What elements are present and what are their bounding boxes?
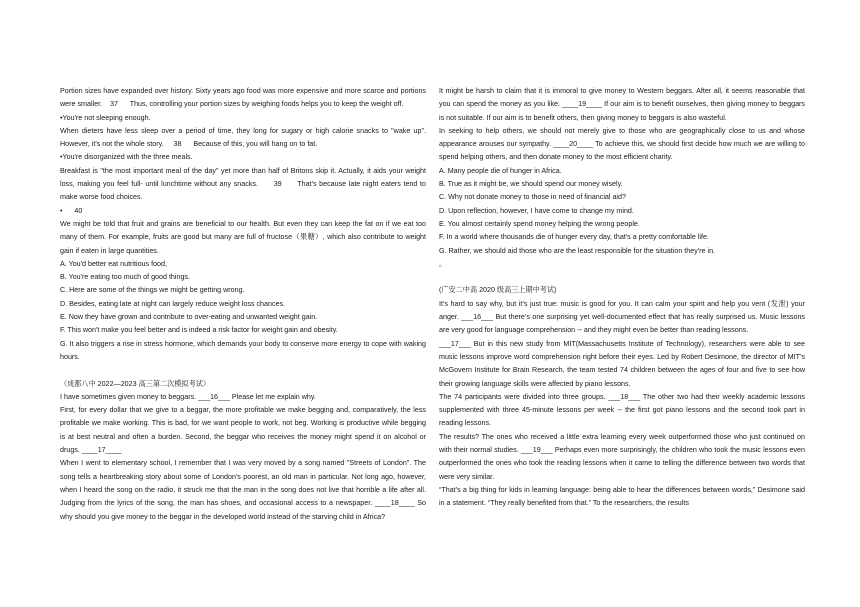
- option-b: B. You're eating too much of good things.: [60, 273, 190, 282]
- option-e: E. You almost certainly spend money helping the wrong people.: [439, 219, 640, 228]
- paragraph: When dieters have less sleep over a period of time, they long for sugary or high calorie snacks to "wake up". However, it's not the whole story. 38 Because of this, you will hang on to fat.: [60, 126, 428, 149]
- section-heading: •You're disorganized with the three meals.: [60, 153, 193, 162]
- option-c: C. Why not donate money to those in need of financial aid?: [439, 193, 626, 202]
- option-f: F. This won't make you feel better and is indeed a risk factor for weight gain and obesity.: [60, 326, 338, 335]
- section-heading: •You're not sleeping enough.: [60, 113, 151, 122]
- option-a: A. Many people die of hunger in Africa.: [439, 166, 562, 175]
- option-g: G. Rather, we should aid those who are the least responsible for the situation they're in.: [439, 246, 716, 255]
- blank-line: [439, 271, 805, 284]
- option-a: A. You'd better eat nutritious food,: [60, 259, 167, 268]
- paragraph: First, for every dollar that we give to a beggar, the more profitable we make begging and, comparatively, the less profitable we make working. This is bad, for we want people to work, not beg. Working is productive while begging is at best neutral and often a burden. Second, the beggar who receives the money might spend it on alcohol or drugs. ____17____: [60, 406, 428, 455]
- option-d: D. Besides, eating late at night can largely reduce weight loss chances.: [60, 299, 286, 308]
- stray-mark: 。: [439, 259, 447, 268]
- option-e: E. Now they have grown and contribute to over-eating and unwanted weight gain.: [60, 313, 318, 322]
- exam-source-heading: (广安二中高 2020 级高三上期中考试): [439, 286, 557, 295]
- paragraph: It’s hard to say why, but it’s just true: music is good for you. It can calm your spirit and help you vent (发泄) your anger. ___16___ But there’s one surprising yet well-documented effect that has really surprised us. Music lessons are very good for language comprehension -- and they might even be better than reading lessons.: [439, 299, 807, 335]
- paragraph: The results? The ones who received a little extra learning every week outperformed those who just continued on with their normal studies. ___19___ Perhaps even more surprisingly, the children who took the music lessons even outperformed the ones who took the reading lessons when it came to telling the difference between two words that were very similar.: [439, 432, 807, 481]
- section-heading: • 40: [60, 206, 83, 215]
- option-d: D. Upon reflection, however, I have come to change my mind.: [439, 206, 634, 215]
- paragraph: Portion sizes have expanded over history. Sixty years ago food was more expensive and more scarce and portions were smaller. 37 Thus, controlling your portion sizes by weighing foods helps you to keep the weight off.: [60, 87, 428, 109]
- option-c: C. Here are some of the things we might be getting wrong.: [60, 286, 245, 295]
- paragraph: It might be harsh to claim that it is immoral to give money to Western beggars. After all, it seems reasonable that you can spend the money as you like. ____19____ If our aim is to benefit ourselves, then giving money to beggars is not suitable. If our aim is to benefit others, then giving money to beggars is also wasteful.: [439, 87, 807, 122]
- option-b: B. True as it might be, we should spend our money wisely.: [439, 180, 623, 189]
- left-column: [60, 85, 426, 524]
- paragraph: Breakfast is "the most important meal of the day" yet more than half of Britons skip it. Actually, it aids your weight loss, making you feel full- until lunchtime without any snacks. 39 That's because late night eaters tend to make worse food choices.: [60, 166, 428, 202]
- right-column: [439, 85, 805, 511]
- paragraph: I have sometimes given money to beggars. ___16___ Please let me explain why.: [60, 392, 316, 401]
- option-f: F. In a world where thousands die of hunger every day, that's a pretty comfortable life.: [439, 233, 709, 242]
- paragraph: “That’s a big thing for kids in learning language: being able to hear the differences between words,” Desimone said in a statement. “They really benefited from that.” To the researchers, the results: [439, 485, 807, 508]
- paragraph: We might be told that fruit and grains are beneficial to our health. But even they can keep the fat on if we eat too many of them. For example, fruits are good but many are full of fructose（果糖）, which also contribute to weight gain if eaten in large quantities.: [60, 219, 428, 255]
- paragraph: The 74 participants were divided into three groups. ___18___ The other two had their weekly academic lessons supplemented with three 45-minute lessons per week -- the first got piano lessons and the second took part in reading lessons.: [439, 392, 807, 428]
- paragraph: When I went to elementary school, I remember that I was very moved by a song named "Streets of London". The song tells a heartbreaking story about some of London's poorest, an old man in particular. Not long ago, however, when I heard the song on the radio, it struck me that the man in the song does not live that horrible a life after all. Judging from the lyrics of the song, the man has shoes, and occasional access to a newspaper. ____18____ So why should you give money to the beggar in the developed world instead of the starving child in Africa?: [60, 459, 428, 521]
- paragraph: ___17___ But in this new study from MIT(Massachusetts Institute of Technology), researchers were able to see music lessons improve word comprehension right before their eyes. Led by Robert Desimone, the director of MIT’s McGovern Institute for Brain Research, the team tested 74 children between the ages of four and five to see how their growing language skills were affected by piano lessons.: [439, 339, 807, 388]
- blank-line: [60, 364, 426, 377]
- paragraph: In seeking to help others, we should not merely give to those who are geographically close to us and whose appearance arouses our sympathy. ____20____ To achieve this, we should first decide how much we are willing to spend helping others, and then donate money to the most efficient charity.: [439, 126, 807, 162]
- option-g: G. It also triggers a rise in stress hormone, which demands your body to conserve more energy to cope with waking hours.: [60, 339, 428, 361]
- exam-source-heading: （成都八中 2022—2023 高三第二次模拟考试）: [60, 379, 210, 388]
